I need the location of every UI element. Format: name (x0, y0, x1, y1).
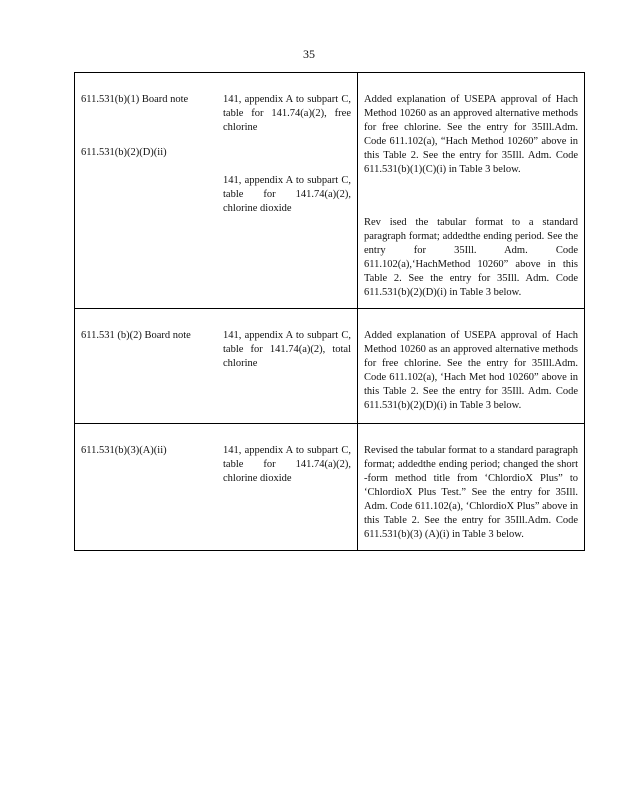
section-citation: 611.531(b)(2)(D)(ii) (81, 147, 167, 158)
federal-reference-cell (217, 309, 358, 424)
table-row (75, 424, 585, 551)
federal-reference: 141, appendix A to subpart C, table for 141.74(a)(2), free chlorine (223, 94, 351, 133)
section-citation: 611.531(b)(3)(A)(ii) (81, 445, 167, 456)
federal-reference-cell (217, 424, 358, 551)
page-number: 35 (303, 47, 315, 61)
federal-reference-cell (217, 73, 358, 309)
change-cell (358, 424, 585, 551)
change-cell (358, 309, 585, 424)
change-description: Added explanation of USEPA approval of Hach Method 10260 as an approved alternative methods for free chlorine. See the entry for 35Ill.Adm. Code 611.102(a), ‘Hach Met hod 10260” above in this Table 2. See the entry for 35Ill. Adm. Code 611.531(b)(2)(D)(i) in Table 3 below. (364, 330, 578, 411)
federal-reference: 141, appendix A to subpart C, table for 141.74(a)(2), chlorine dioxide (223, 175, 351, 214)
section-citation: 611.531 (b)(2) Board note (81, 330, 191, 341)
federal-reference: 141, appendix A to subpart C, table for 141.74(a)(2), chlorine dioxide (223, 445, 351, 484)
section-cell (75, 73, 218, 309)
amendments-table (74, 72, 585, 551)
table-row (75, 73, 585, 309)
section-cell (75, 424, 218, 551)
change-description: Rev ised the tabular format to a standard paragraph format; addedthe ending period. See the entry for 35Ill. Adm. Code 611.102(a),‘HachMethod 10260” above in this Table 2. See the entry for 35Ill. Adm. Code 611.531(b)(2)(D)(i) in Table 3 below. (364, 217, 578, 298)
change-cell (358, 73, 585, 309)
federal-reference: 141, appendix A to subpart C, table for 141.74(a)(2), total chlorine (223, 330, 351, 369)
section-cell (75, 309, 218, 424)
section-citation: 611.531(b)(1) Board note (81, 94, 189, 105)
table-row (75, 309, 585, 424)
change-description: Added explanation of USEPA approval of Hach Method 10260 as an approved alternative methods for free chlorine. See the entry for 35Ill.Adm. Code 611.102(a), “Hach Method 10260” above in this Table 2. See the entry for 35Ill. Adm. Code 611.531(b)(1)(C)(i) in Table 3 below. (364, 94, 578, 175)
change-description: Revised the tabular format to a standard paragraph format; addedthe ending period; changed the short -form method title from ‘ChlordioX Plus” to ‘ChlordioX Plus Test.” See the entry for 35Ill. Adm. Code 611.102(a), ‘ChlordioX Plus” above in this Table 2. See the entry for 35Ill.Adm. Code 611.531(b)(3) (A)(i) in Table 3 below. (364, 445, 578, 540)
